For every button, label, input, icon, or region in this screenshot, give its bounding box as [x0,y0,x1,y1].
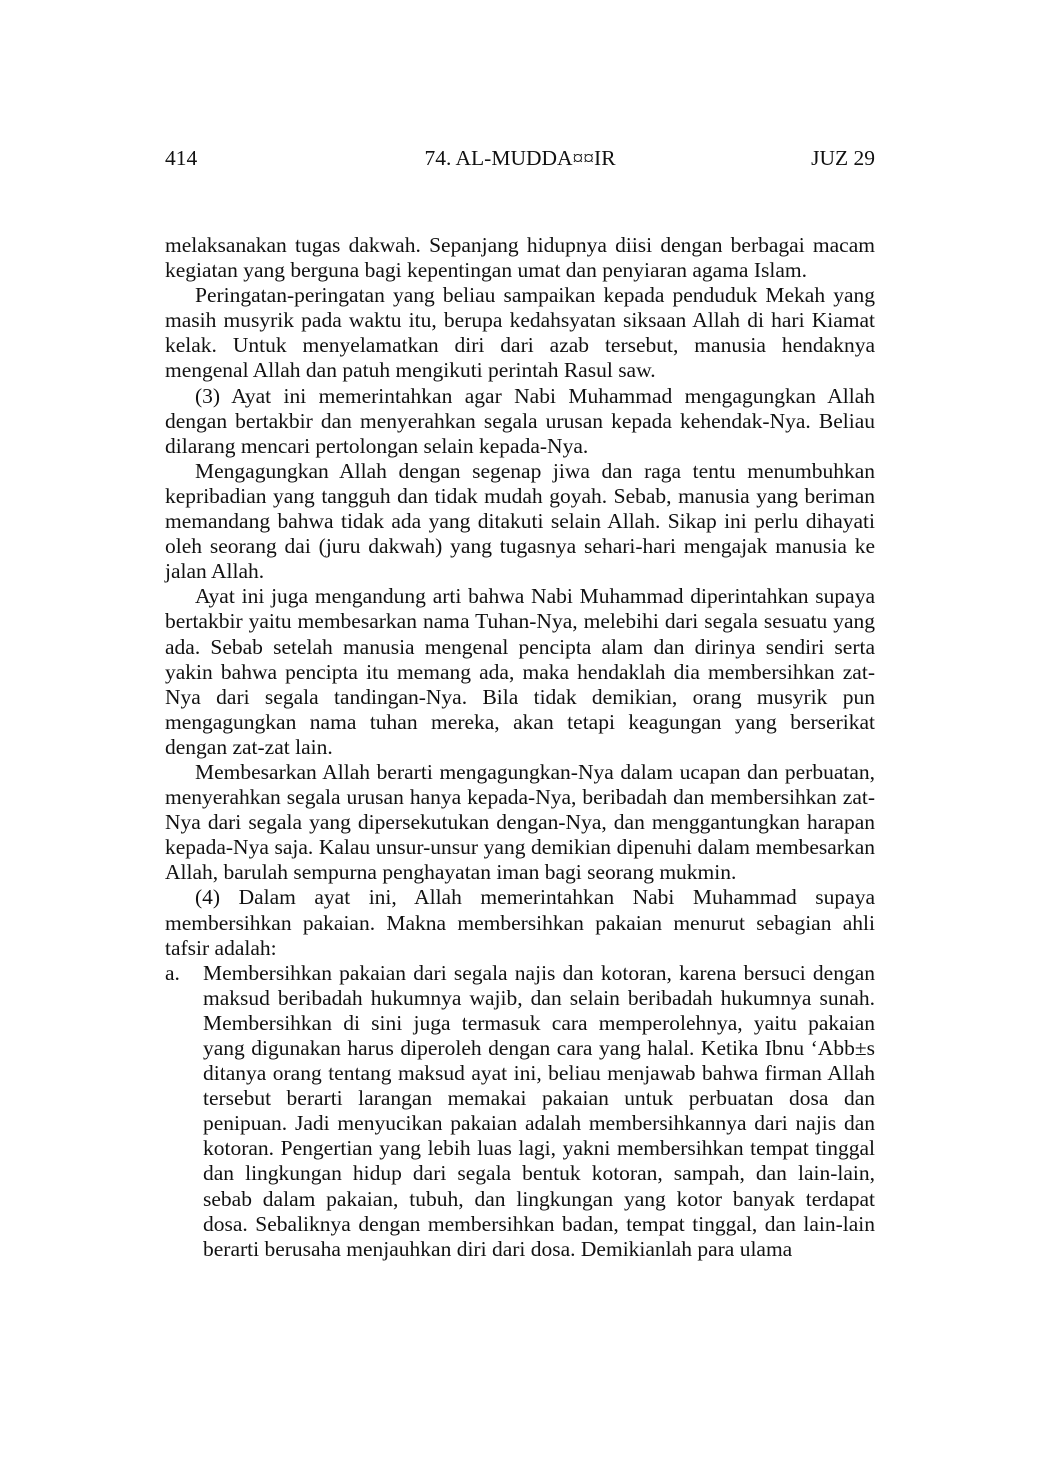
list-marker: a. [165,960,180,985]
paragraph-continuation: melaksanakan tugas dakwah. Sepanjang hidupnya diisi dengan berbagai macam kegiatan yang berguna bagi kepentingan umat dan penyiaran agama Islam. [165,233,875,283]
list-item-text: Membersihkan pakaian dari segala najis dan kotoran, karena bersuci dengan maksud beribadah hukumnya wajib, dan selain beribadah hukumnya sunah. Membersihkan di sini juga termasuk cara memperolehnya, yaitu pakaian yang digunakan harus diperoleh dengan cara yang halal. Ketika Ibnu ‘Abb±s ditanya orang tentang maksud ayat ini, beliau menjawab bahwa firman Allah tersebut berarti larangan memakai pakaian untuk perbuatan dosa dan penipuan. Jadi menyucikan pakaian adalah membersihkannya dari najis dan kotoran. Pengertian yang lebih luas lagi, yakni membersihkan tempat tinggal dan lingkungan hidup dari segala bentuk kotoran, sampah, dan lain-lain, sebab dalam pakaian, tubuh, dan lingkungan yang kotor banyak terdapat dosa. Sebaliknya dengan membersihkan badan, tempat tinggal, dan lain-lain berarti berusaha menjauhkan diri dari dosa. Demikianlah para ulama [203,960,875,1261]
running-header [165,143,875,173]
paragraph: Peringatan-peringatan yang beliau sampaikan kepada penduduk Mekah yang masih musyrik pada waktu itu, berupa kedahsyatan siksaan Allah di hari Kiamat kelak. Untuk menyelamatkan diri dari azab tersebut, manusia hendaknya mengenal Allah dan patuh mengikuti perintah Rasul saw. [165,283,875,383]
paragraph-verse-3: (3) Ayat ini memerintahkan agar Nabi Muhammad mengagungkan Allah dengan bertakbir dan menyerahkan segala urusan kepada kehendak-Nya. Beliau dilarang mencari pertolongan selain kepada-Nya. [165,383,875,458]
paragraph: Ayat ini juga mengandung arti bahwa Nabi Muhammad diperintahkan supaya bertakbir yaitu membesarkan nama Tuhan-Nya, melebihi dari segala sesuatu yang ada. Sebab setelah manusia mengenal pencipta alam dan dirinya sendiri serta yakin bahwa pencipta itu memang ada, maka hendaklah dia membersihkan zat-Nya dari segala tandingan-Nya. Bila tidak demikian, orang musyrik pun mengagungkan nama tuhan mereka, akan tetapi keagungan yang berserikat dengan zat-zat lain. [165,584,875,759]
juz-label: JUZ 29 [811,146,875,170]
paragraph: Membesarkan Allah berarti mengagungkan-Nya dalam ucapan dan perbuatan, menyerahkan segala urusan hanya kepada-Nya, beribadah dan membersihkan zat-Nya dari segala yang dipersekutukan dengan-Nya, dan menggantungkan harapan kepada-Nya saja. Kalau unsur-unsur yang demikian dipenuhi dalam membesarkan Allah, barulah sempurna penghayatan iman bagi seorang mukmin. [165,759,875,885]
paragraph-verse-4: (4) Dalam ayat ini, Allah memerintahkan Nabi Muhammad supaya membersihkan pakaian. Makna membersihkan pakaian menurut sebagian ahli tafsir adalah: [165,885,875,960]
surah-title: 74. AL-MUDDA¤¤IR [424,146,616,170]
body-text [165,233,875,1262]
list-item [165,961,875,1262]
paragraph: Mengagungkan Allah dengan segenap jiwa dan raga tentu menumbuhkan kepribadian yang tangguh dan tidak mudah goyah. Sebab, manusia yang beriman memandang bahwa tidak ada yang ditakuti selain Allah. Sikap ini perlu dihayati oleh seorang dai (juru dakwah) yang tugasnya sehari-hari mengajak manusia ke jalan Allah. [165,458,875,584]
page-number: 414 [165,146,198,170]
